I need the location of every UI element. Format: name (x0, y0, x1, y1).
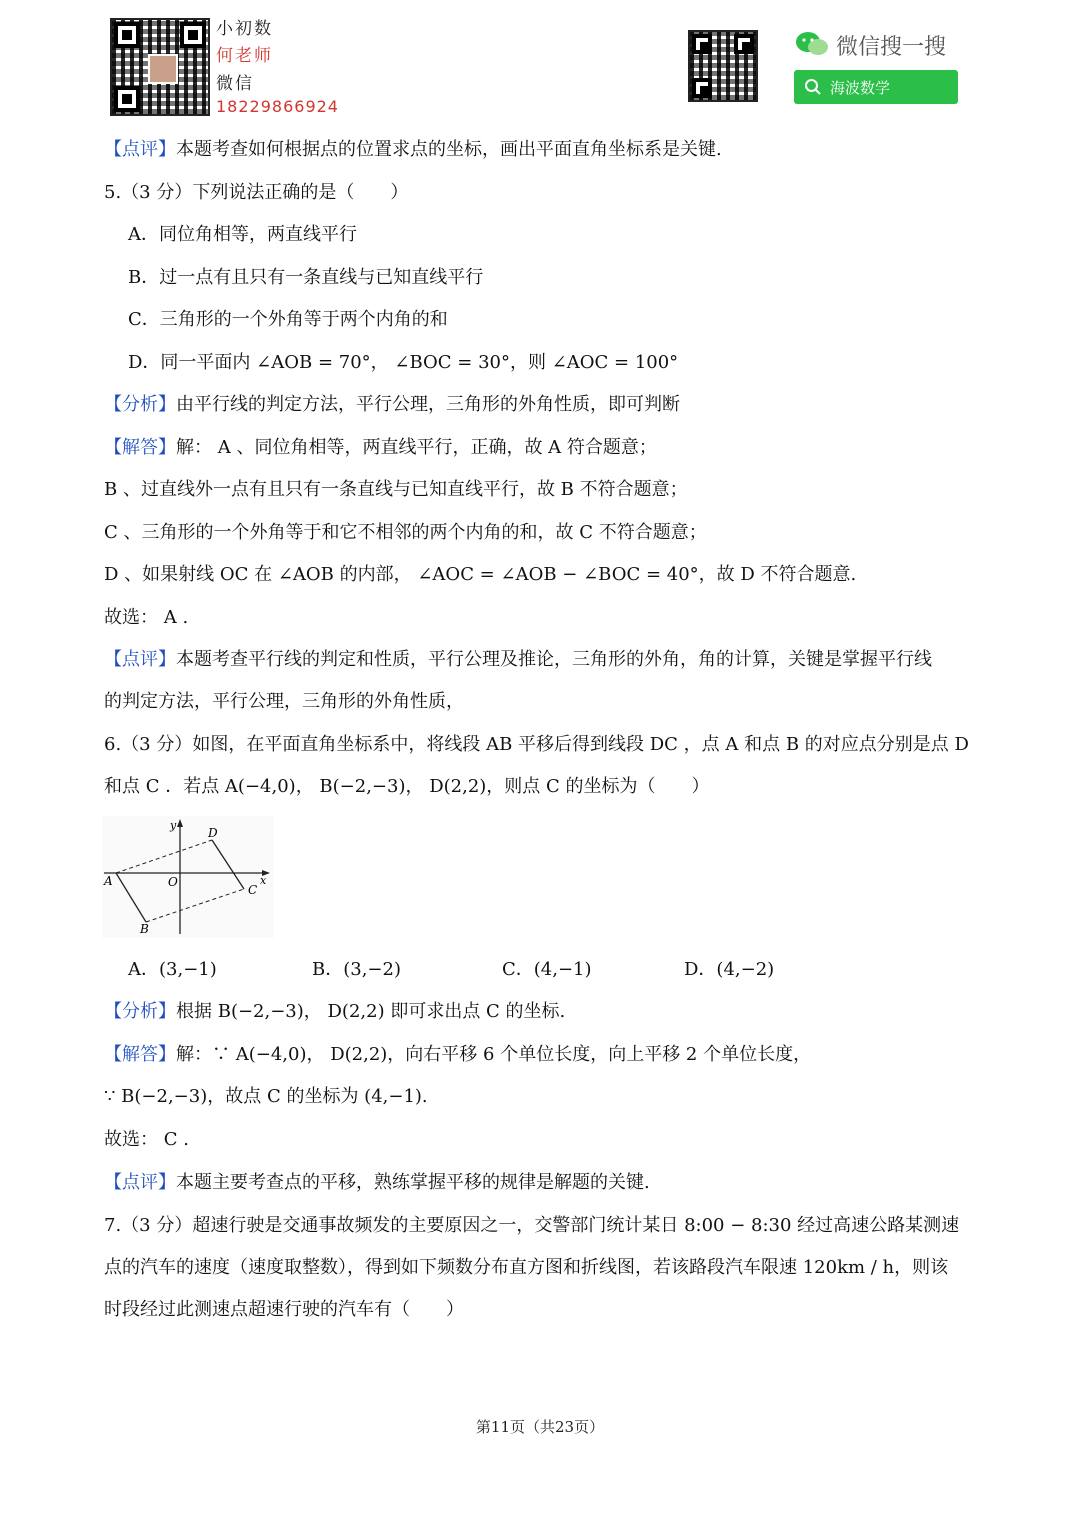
avatar (148, 54, 178, 84)
answer-line-b (104, 478, 688, 502)
label-d: D (208, 826, 218, 840)
text: 5.（3 分）下列说法正确的是（ ） (104, 182, 409, 203)
text: 点的汽车的速度（速度取整数），得到如下频数分布直方图和折线图，若该路段汽车限速 120km / h，则该 (104, 1257, 949, 1278)
comment-line-2 (104, 648, 932, 672)
coordinate-figure (102, 816, 274, 938)
tag-comment: 【点评】 (104, 1172, 176, 1193)
text: 本题考查平行线的判定和性质，平行公理及推论，三角形的外角，角的计算，关键是掌握平行线 (176, 649, 932, 670)
question-7 (104, 1214, 959, 1238)
text: D 、如果射线 OC 在 ∠AOB 的内部， ∠AOC = ∠AOB − ∠BOC = 40°，故 D 不符合题意. (104, 564, 857, 585)
text: 根据 B(−2,−3)， D(2,2) 即可求出点 C 的坐标. (176, 1001, 566, 1022)
label-a: A (104, 874, 113, 888)
text: 和点 C ．若点 A(−4,0)， B(−2,−3)， D(2,2)，则点 C 的坐标为（ ） (104, 776, 710, 797)
text: 6.（3 分）如图，在平面直角坐标系中，将线段 AB 平移后得到线段 DC ，点 A 和点 B 的对应点分别是点 D (104, 734, 969, 755)
text: A．同位角相等，两直线平行 (128, 224, 357, 245)
q6-option-c: C．(4,−1) (502, 959, 592, 980)
tag-comment: 【点评】 (104, 649, 176, 670)
text: 本题主要考查点的平移，熟练掌握平移的规律是解题的关键. (176, 1172, 650, 1193)
question-6 (104, 733, 969, 757)
analysis-line (104, 393, 680, 417)
label-o: O (168, 875, 178, 889)
comment-line-2b (104, 690, 464, 714)
label-y: y (170, 819, 177, 832)
answer-line-d (104, 563, 856, 587)
tag-answer: 【解答】 (104, 437, 176, 458)
answer-line-c (104, 521, 707, 545)
choice-line-6 (104, 1128, 189, 1152)
label-c: C (248, 883, 258, 897)
q6-option-b: B．(3,−2) (312, 959, 401, 980)
answer-line-6b (104, 1085, 428, 1109)
question-7b (104, 1256, 948, 1280)
analysis-line-6 (104, 1000, 565, 1024)
text: 时段经过此测速点超速行驶的汽车有（ ） (104, 1299, 464, 1320)
q5-option-a (128, 223, 357, 247)
q5-option-c (128, 308, 448, 332)
text: 故选： C . (104, 1129, 189, 1150)
label-x: x (260, 874, 267, 887)
text: 的判定方法，平行公理，三角形的外角性质， (104, 691, 464, 712)
text: D．同一平面内 ∠AOB = 70°， ∠BOC = 30°，则 ∠AOC = 100° (128, 352, 679, 373)
contact-line-3: 微信 (216, 74, 254, 94)
label-b: B (140, 922, 149, 936)
contact-line-2: 何老师 (216, 46, 273, 66)
wechat-search-box[interactable] (794, 70, 958, 104)
text: C 、三角形的一个外角等于和它不相邻的两个内角的和，故 C 不符合题意； (104, 522, 707, 543)
tag-answer: 【解答】 (104, 1044, 176, 1065)
contact-line-1: 小初数 (216, 19, 273, 39)
q6-option-d: D．(4,−2) (684, 959, 775, 980)
page-number: 第11页（共23页） (475, 1418, 605, 1436)
choice-line (104, 606, 188, 630)
text: 解： A 、同位角相等，两直线平行，正确，故 A 符合题意； (176, 437, 657, 458)
text: 7.（3 分）超速行驶是交通事故频发的主要原因之一，交警部门统计某日 8:00 − 8:30 经过高速公路某测速 (104, 1215, 960, 1236)
text: 由平行线的判定方法，平行公理，三角形的外角性质，即可判断 (176, 394, 680, 415)
question-5 (104, 181, 408, 205)
comment-line-6 (104, 1171, 650, 1195)
text: B 、过直线外一点有且只有一条直线与已知直线平行，故 B 不符合题意； (104, 479, 688, 500)
search-icon (804, 78, 822, 96)
comment-line (104, 138, 722, 162)
wechat-search-title: 微信搜一搜 (836, 35, 947, 60)
tag-analysis: 【分析】 (104, 394, 176, 415)
q5-option-b (128, 266, 483, 290)
tag-analysis: 【分析】 (104, 1001, 176, 1022)
qr-code-left (110, 18, 210, 116)
q5-option-d (128, 351, 678, 375)
question-6b (104, 775, 710, 799)
text: B．过一点有且只有一条直线与已知直线平行 (128, 267, 484, 288)
answer-line (104, 436, 657, 460)
text: 故选： A . (104, 607, 189, 628)
qr-code-right (688, 30, 758, 102)
text: 本题考查如何根据点的位置求点的坐标，画出平面直角坐标系是关键. (176, 139, 722, 160)
contact-phone: 18229866924 (216, 97, 339, 116)
wechat-logo-icon (794, 30, 830, 58)
question-7c (104, 1298, 464, 1322)
search-text: 海波数学 (830, 78, 891, 97)
text: ∵ B(−2,−3)，故点 C 的坐标为 (4,−1). (104, 1086, 428, 1107)
q6-option-a: A．(3,−1) (128, 959, 217, 980)
text: 解：∵ A(−4,0)， D(2,2)，向右平移 6 个单位长度，向上平移 2 个单位长度， (176, 1044, 812, 1065)
text: C．三角形的一个外角等于两个内角的和 (128, 309, 448, 330)
tag-comment: 【点评】 (104, 139, 176, 160)
answer-line-6 (104, 1043, 811, 1067)
